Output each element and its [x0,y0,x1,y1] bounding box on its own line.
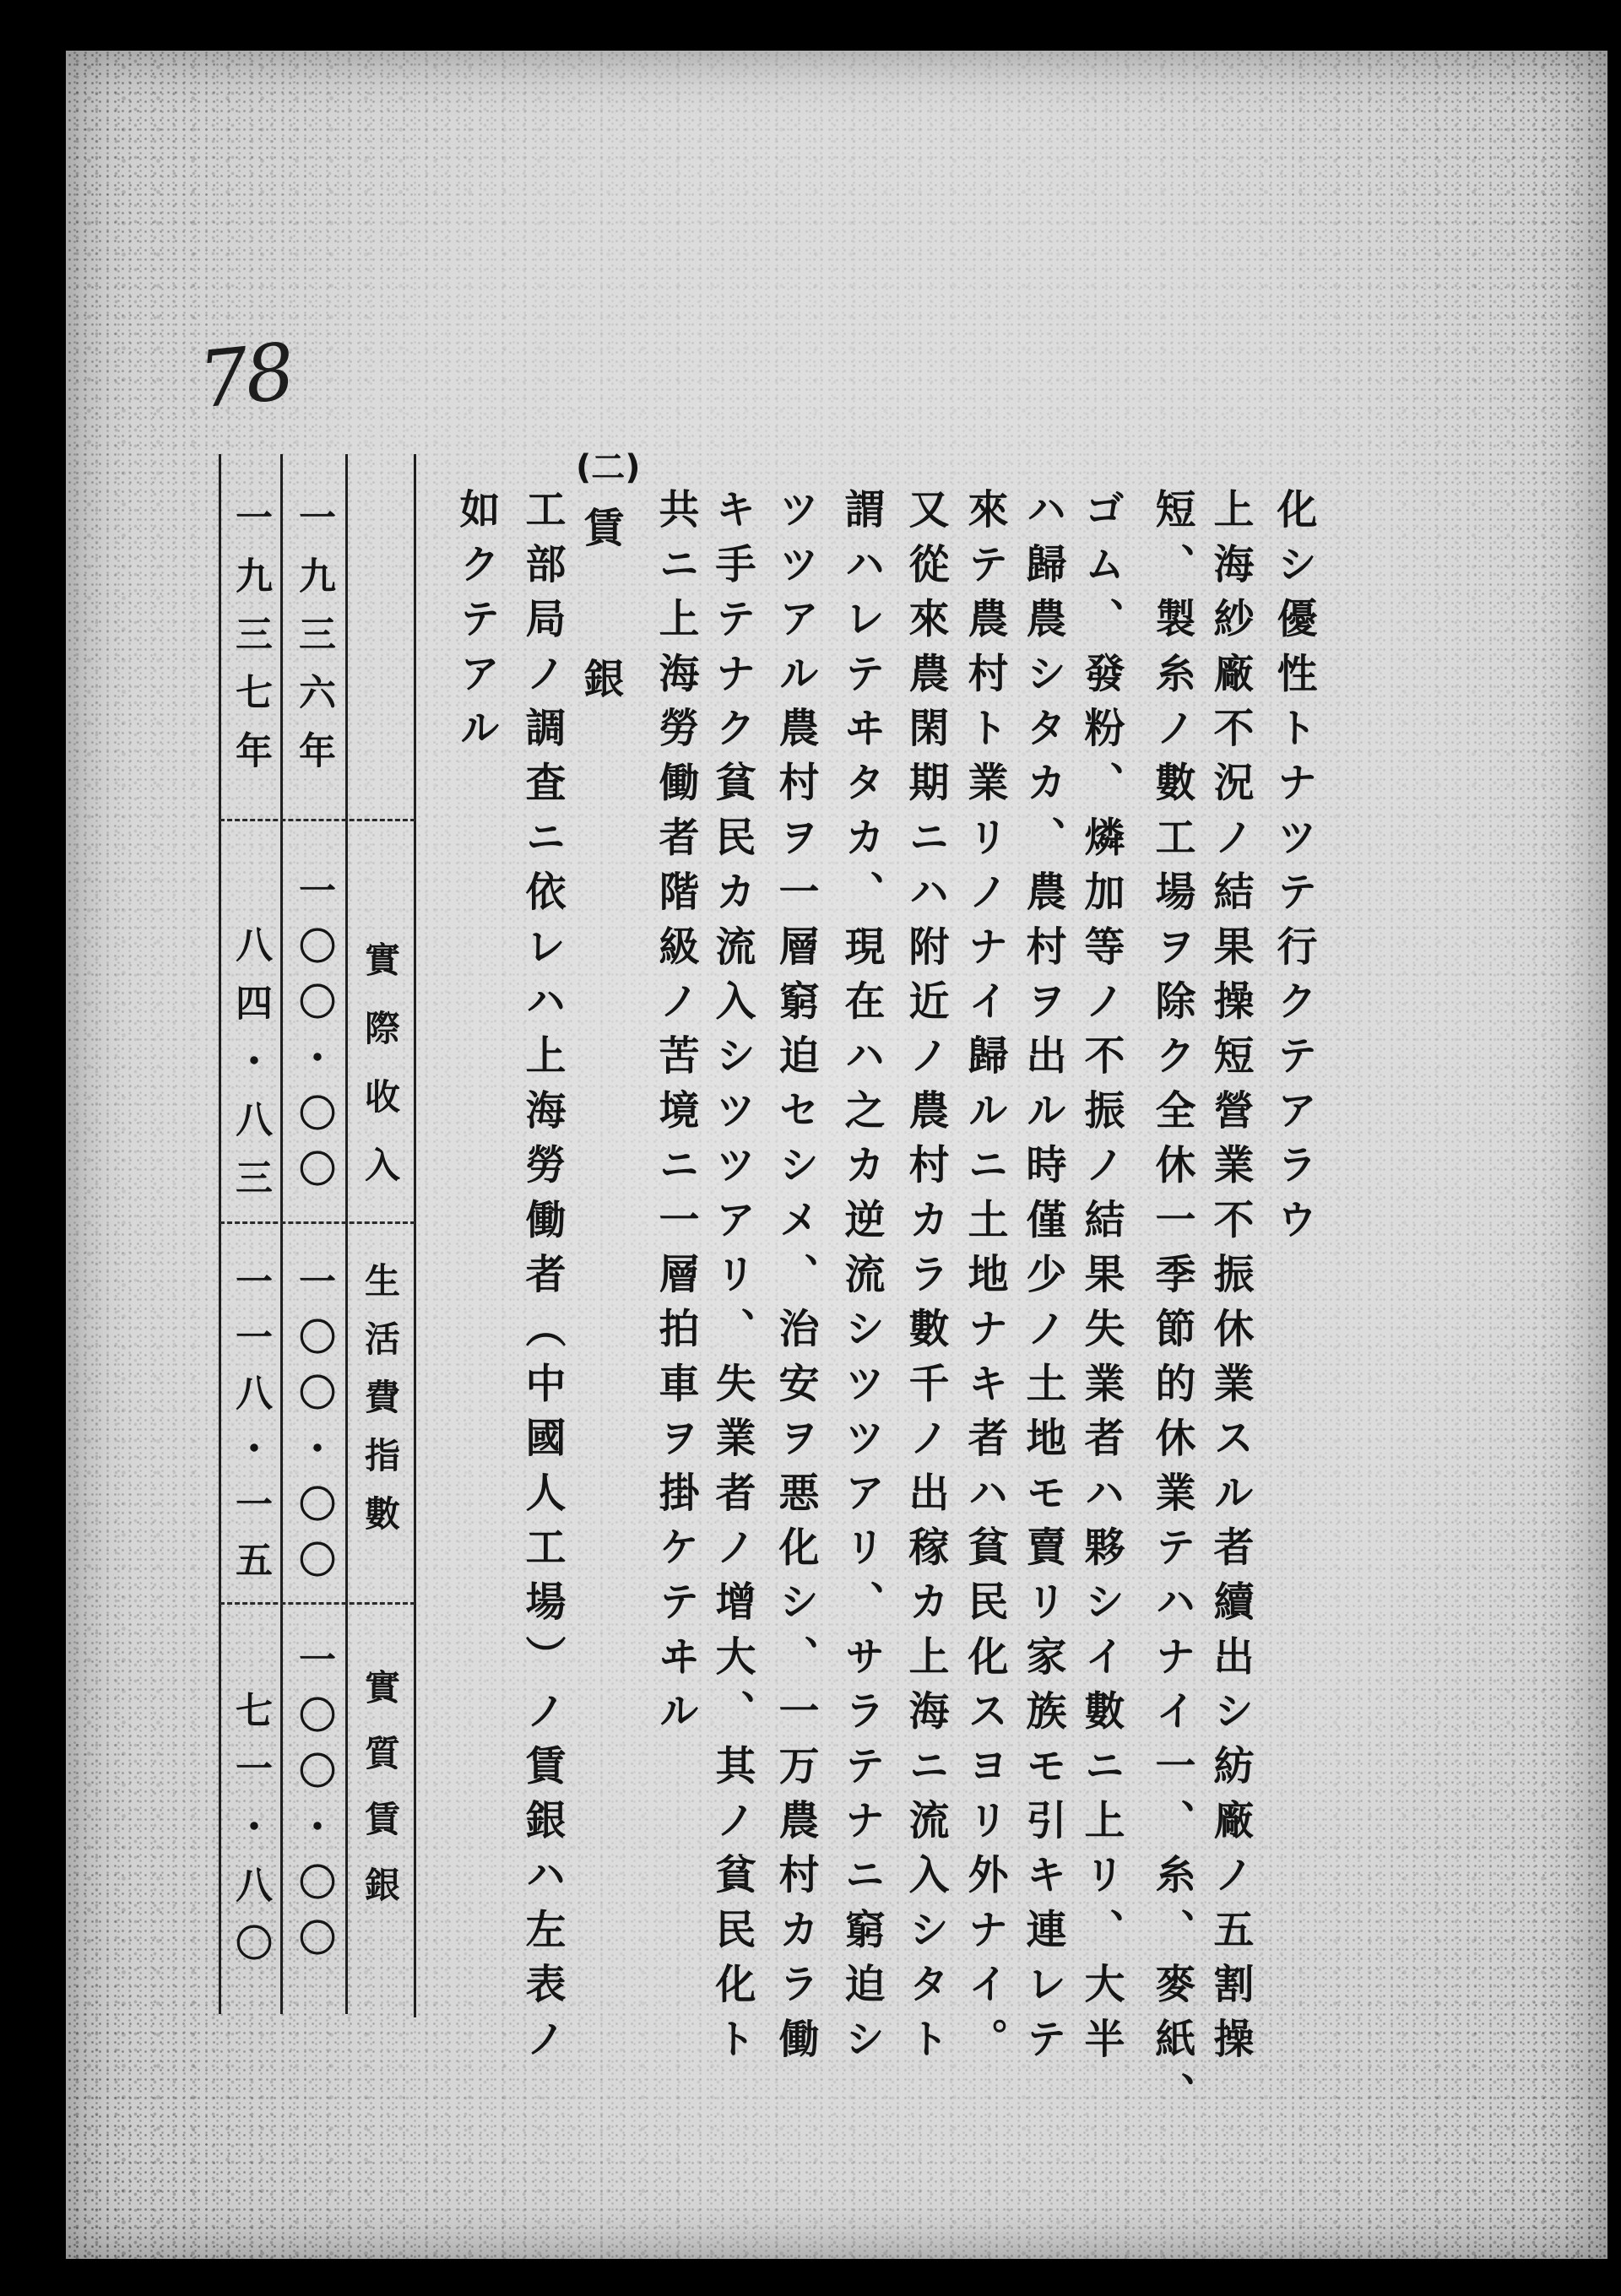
table-cell-1937-index: 一一八・一五 [229,1262,272,1596]
handwritten-page-number: 78 [194,326,296,426]
table-cell-1936-income: 一〇〇・〇〇 [292,871,335,1205]
section-number: (二) [576,448,641,487]
table-year-1936: 一九三六年 [292,498,335,789]
table-divider-2 [345,454,348,2014]
text-column-10: キ手テナク貧民カ流入シツツアリ、失業者ノ增大、其ノ貧民化ト [708,488,756,2072]
text-column-9: ツツアル農村ヲ一層窮迫セシメ、治安ヲ悪化シ、一万農村カラ働 [772,488,819,2072]
table-cell-1937-real-wage: 七一・八〇 [229,1691,272,1982]
table-rule-2 [220,1602,415,1605]
section-text-column-1: 工部局ノ調査ニ依レハ上海勞働者（中國人工場）ノ賃銀ハ左表ノ [518,488,566,2072]
text-column-1: 化シ優性トナツテ行クテアラウ [1270,488,1317,1253]
section-text-column-2: 如クテアル [453,488,500,761]
text-column-4: ゴム、發粉、燐加等ノ不振ノ結果失業者ハ夥シイ數ニ上リ、大半 [1077,488,1125,2072]
table-cell-1937-income: 八四・八三 [229,925,272,1216]
text-column-3: 短、製糸ノ數工場ヲ除ク全休一季節的休業テハナイ一、糸、麥紙、 [1148,488,1195,2126]
table-rule-1 [220,1221,415,1224]
table-cell-1936-index: 一〇〇・〇〇 [292,1262,335,1596]
table-cell-1936-real-wage: 一〇〇・〇〇 [292,1640,335,1974]
text-column-5: ハ歸農シタカ、農村ヲ出ル時僅少ノ土地モ賣リ家族モ引キ連レテ [1019,488,1066,2072]
section-title: 賃銀 [577,506,624,809]
text-column-11: 共ニ上海勞働者階級ノ苦境ニ一層拍車ヲ掛ケテヰル [652,488,699,1745]
table-border-left [219,454,221,2014]
table-divider-1 [280,454,283,2014]
table-header-cost-of-living-index: 生活費指數 [360,1262,401,1553]
table-year-1937: 一九三七年 [229,498,272,789]
text-column-2: 上海紗廠不況ノ結果操短營業不振休業スル者續出シ紡廠ノ五割操 [1206,488,1254,2072]
text-column-7: 又從來農閑期ニハ附近ノ農村カラ數千ノ出稼カ上海ニ流入シタト [902,488,949,2072]
text-column-8: 謂ハレテヰタカ、現在ハ之カ逆流シツツアリ、サラテナニ窮迫シ [838,488,885,2072]
table-header-real-wage: 實質賃銀 [360,1669,401,1932]
table-header-actual-income: 實際收入 [360,941,401,1215]
text-column-6: 來テ農村ト業リノナイ歸ルニ土地ナキ者ハ貧民化スヨリ外ナイ。 [961,488,1008,2072]
table-rule-years [220,819,415,821]
table-border-right [414,454,416,2017]
